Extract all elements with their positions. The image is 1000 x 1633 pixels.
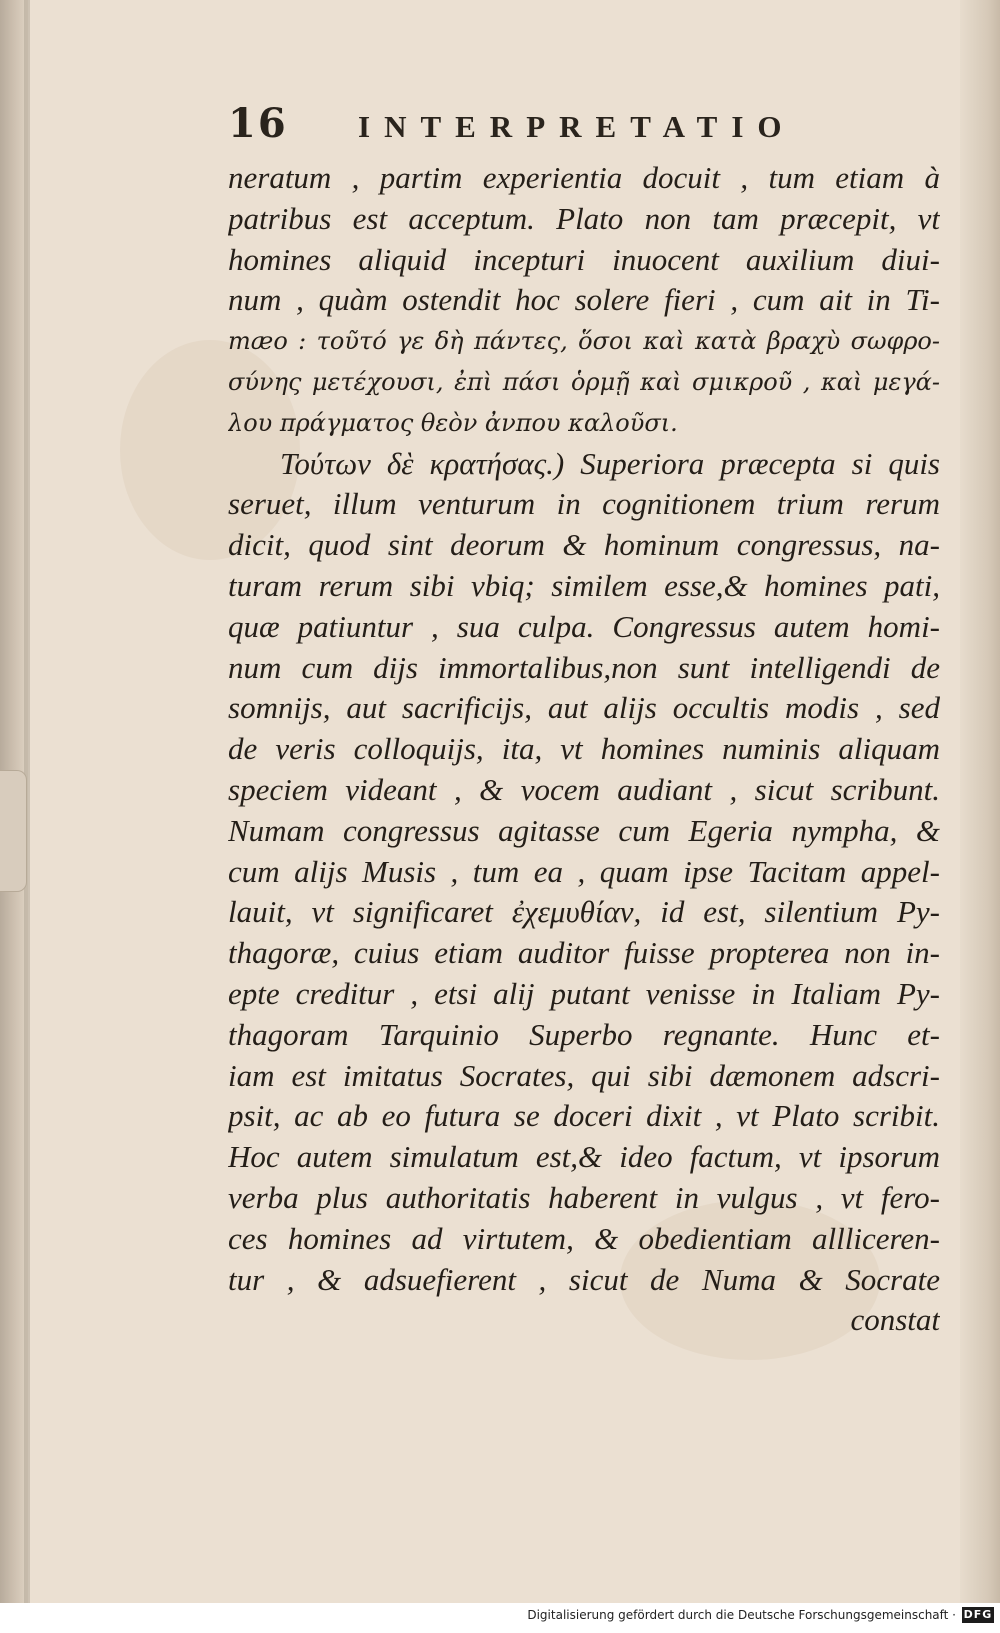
text-line: verba plus authoritatis haberent in vulgus , vt fero-	[228, 1179, 940, 1215]
paragraph-start-line: Τούτων δὲ κρατήσας.) Superiora præcepta si quis	[280, 445, 940, 481]
text-line: seruet, illum venturum in cognitionem trium rerum	[228, 486, 940, 522]
running-head	[228, 100, 940, 158]
greek-text-line: σύνης μετέχουσι, ἐπὶ πάσι ὁρμῇ καὶ σμικροῦ , καὶ μεγά-	[228, 367, 940, 396]
text-line: thagoræ, cuius etiam auditor fuisse propterea non in-	[228, 935, 940, 971]
page-right-edge	[960, 0, 1000, 1603]
text-line: thagoram Tarquinio Superbo regnante. Hunc et-	[228, 1016, 940, 1052]
greek-text-line: mæo : τοῦτό γε δὴ πάντες, ὅσοι καὶ κατὰ βραχὺ σωφρο-	[228, 327, 940, 356]
text-line: iam est imitatus Socrates, qui sibi dæmonem adscri-	[228, 1057, 940, 1093]
text-line: num , quàm ostendit hoc solere fieri , cum ait in Ti-	[228, 282, 940, 318]
text-block	[228, 100, 940, 1341]
text-line: quæ patiuntur , sua culpa. Congressus autem homi-	[228, 608, 940, 644]
page-tab	[0, 770, 27, 892]
dfg-logo: DFG	[963, 1608, 993, 1621]
text-line: turam rerum sibi vbiq; similem esse,& homines pati,	[228, 567, 940, 603]
text-line: lauit, vt significaret ἐχεμυθίαν, id est, silentium Py-	[228, 894, 940, 930]
text-line: epte creditur , etsi alij putant venisse in Italiam Py-	[228, 975, 940, 1011]
page-number: 16	[228, 100, 288, 147]
text-line: speciem videant , & vocem audiant , sicut scribunt.	[228, 771, 940, 807]
text-line: patribus est acceptum. Plato non tam præcepit, vt	[228, 200, 940, 236]
text-line: Hoc autem simulatum est,& ideo factum, vt ipsorum	[228, 1139, 940, 1175]
running-title: INTERPRETATIO	[358, 109, 796, 144]
text-line: de veris colloquijs, ita, vt homines numinis aliquam	[228, 731, 940, 767]
text-line: psit, ac ab eo futura se doceri dixit , vt Plato scribit.	[228, 1098, 940, 1134]
greek-text-line: λου πράγματος θεὸν ἀνπου καλοῦσι.	[228, 408, 678, 437]
text-line: ces homines ad virtutem, & obedientiam allliceren-	[228, 1220, 940, 1256]
text-line: somnijs, aut sacrificijs, aut alijs occultis modis , sed	[228, 690, 940, 726]
text-line: homines aliquid incepturi inuocent auxilium diui-	[228, 241, 940, 277]
body-text	[228, 158, 940, 1341]
text-line: cum alijs Musis , tum ea , quam ipse Tacitam appel-	[228, 853, 940, 889]
funding-credit: Digitalisierung gefördert durch die Deutsche Forschungsgemeinschaft ·	[527, 1608, 956, 1622]
catchword: constat	[850, 1302, 940, 1338]
text-line: neratum , partim experientia docuit , tum etiam à	[228, 160, 940, 195]
text-line: Numam congressus agitasse cum Egeria nympha, &	[228, 812, 940, 848]
text-line: dicit, quod sint deorum & hominum congressus, na-	[228, 527, 940, 563]
text-line: tur , & adsuefierent , sicut de Numa & Socrate	[228, 1261, 940, 1297]
text-line: num cum dijs immortalibus,non sunt intelligendi de	[228, 649, 940, 685]
